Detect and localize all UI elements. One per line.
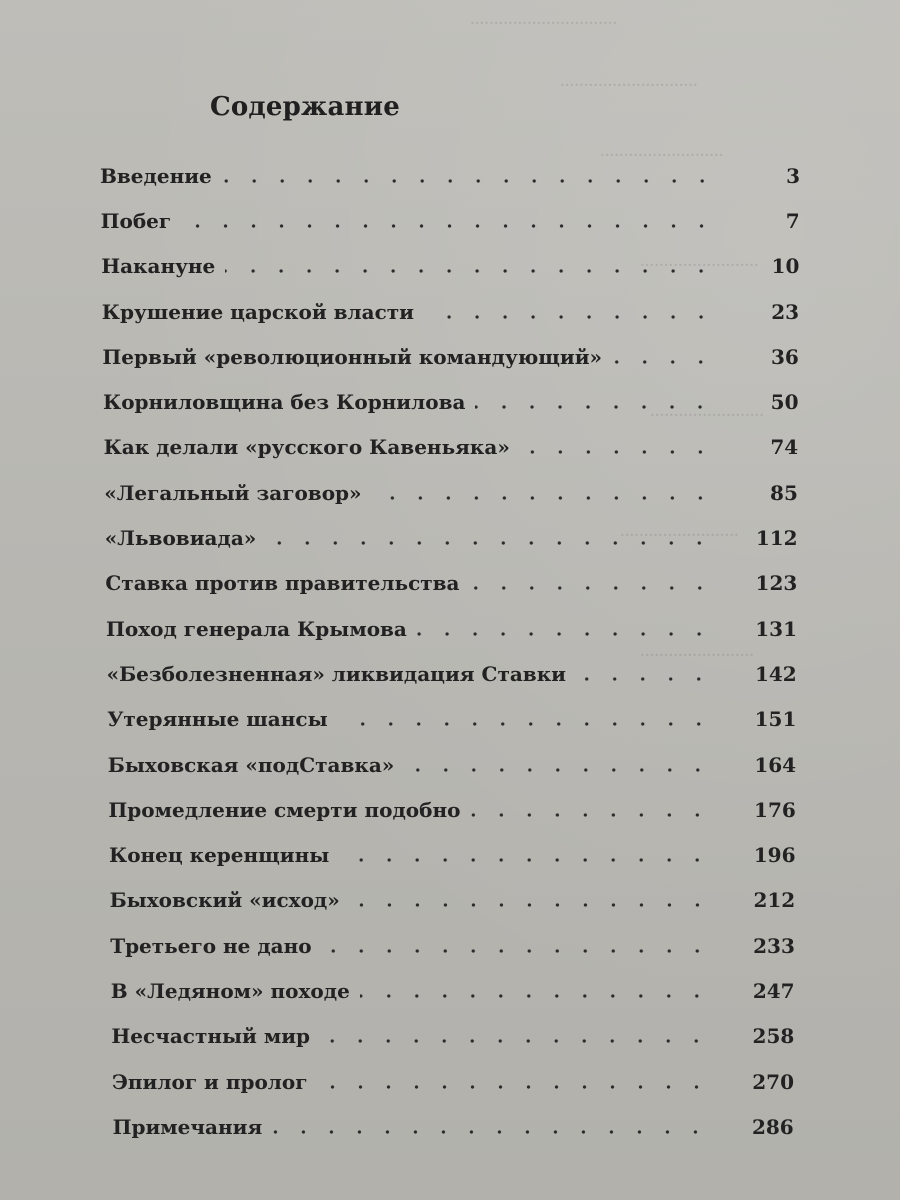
dot-leader xyxy=(417,630,713,638)
toc-entry-page: 23 xyxy=(771,299,800,324)
dot-leader xyxy=(225,267,715,275)
toc-entry-page: 286 xyxy=(751,1114,794,1139)
toc-entry-title: Крушение царской власти xyxy=(101,299,414,324)
toc-entry-page: 151 xyxy=(754,707,797,732)
toc-entry-page: 74 xyxy=(770,435,799,460)
toc-entry-title: Побег xyxy=(100,208,172,233)
toc-entry xyxy=(106,606,797,651)
toc-entry xyxy=(104,470,798,515)
toc-entry-page: 123 xyxy=(755,571,798,596)
toc-entry-title: Эпилог и пролог xyxy=(112,1069,308,1094)
toc-entry-page: 50 xyxy=(770,390,799,415)
toc-entry-page: 270 xyxy=(752,1069,794,1094)
toc-entry-title: Быховский «исход» xyxy=(109,888,340,913)
toc-entry-page: 131 xyxy=(755,616,797,641)
page-title: Содержание xyxy=(209,92,401,122)
reverse-side-bleed-through: ............................... ............................. .......................... ......................... ......................... ........................ xyxy=(470,8,759,661)
toc-entry-title: Конец керенщины xyxy=(109,843,330,868)
toc-entry xyxy=(108,787,795,832)
dot-leader xyxy=(318,1083,711,1091)
dot-leader xyxy=(475,403,714,411)
toc-entry-page: 85 xyxy=(770,480,798,505)
dot-leader xyxy=(350,901,711,909)
toc-entry-title: Примечания xyxy=(112,1114,263,1139)
toc-entry-page: 10 xyxy=(771,254,800,279)
toc-entry-page: 3 xyxy=(786,163,800,188)
dot-leader xyxy=(272,1128,709,1136)
toc-entry-title: В «Ледяном» походе xyxy=(110,978,350,1003)
toc-entry xyxy=(101,244,799,289)
toc-entry-page: 112 xyxy=(755,526,798,551)
toc-entry-title: «Безболезненная» ликвидация Ставки xyxy=(106,661,566,686)
toc-entry-title: Несчастный мир xyxy=(111,1024,311,1049)
toc-entry-page: 212 xyxy=(753,888,796,913)
toc-entry-page: 7 xyxy=(785,208,800,233)
dot-leader xyxy=(320,1037,710,1045)
dot-leader xyxy=(266,539,713,547)
dot-leader xyxy=(404,766,712,774)
dot-leader xyxy=(612,358,715,366)
toc-entry xyxy=(108,742,796,787)
toc-entry-title: Быховская «подСтавка» xyxy=(107,752,395,777)
dot-leader xyxy=(222,177,716,185)
toc-entry-page: 258 xyxy=(752,1024,795,1049)
toc-entry-title: Ставка против правительства xyxy=(105,571,460,596)
toc-entry-page: 176 xyxy=(754,797,796,822)
toc-entry xyxy=(102,289,799,334)
toc-entry xyxy=(107,651,797,696)
toc-entry-page: 164 xyxy=(754,752,797,777)
toc-entry-title: Третьего не дано xyxy=(110,933,312,958)
toc-entry xyxy=(105,515,798,560)
toc-entry xyxy=(105,561,797,606)
toc-entry xyxy=(110,923,795,968)
toc-entry-page: 233 xyxy=(753,933,795,958)
toc-entry xyxy=(111,1014,794,1059)
toc-entry-title: Введение xyxy=(100,163,212,188)
toc-entry-title: Корниловщина без Корнилова xyxy=(103,390,466,415)
toc-entry xyxy=(103,379,799,424)
toc-entry xyxy=(107,697,796,742)
toc-entry xyxy=(113,1104,794,1149)
toc-entry xyxy=(111,968,795,1013)
dot-leader xyxy=(576,675,713,683)
toc-entry-page: 196 xyxy=(753,843,796,868)
toc-entry-title: «Львовиада» xyxy=(104,526,257,551)
dot-leader xyxy=(520,448,714,456)
toc-entry xyxy=(102,334,798,379)
toc-entry-page: 36 xyxy=(770,344,799,369)
dot-leader xyxy=(424,313,715,321)
dot-leader xyxy=(470,811,711,819)
toc-entry-title: Первый «революционный командующий» xyxy=(102,344,603,369)
dot-leader xyxy=(181,222,716,230)
table-of-contents xyxy=(100,153,800,1150)
toc-entry xyxy=(109,832,796,877)
toc-entry xyxy=(104,425,799,470)
dot-leader xyxy=(338,720,713,728)
toc-entry-title: Утерянные шансы xyxy=(107,707,328,732)
toc-entry xyxy=(110,878,796,923)
dot-leader xyxy=(360,992,711,1000)
toc-entry-page: 142 xyxy=(754,661,797,686)
toc-entry-title: Поход генерала Крымова xyxy=(106,616,407,641)
toc-entry-title: «Легальный заговор» xyxy=(104,480,362,505)
dot-leader xyxy=(470,584,714,592)
dot-leader xyxy=(322,947,711,955)
toc-entry xyxy=(100,153,800,198)
dot-leader xyxy=(372,494,714,502)
toc-entry-title: Как делали «русского Кавеньяка» xyxy=(103,435,510,460)
dot-leader xyxy=(339,856,711,864)
toc-entry-title: Накануне xyxy=(101,254,216,279)
toc-entry xyxy=(101,198,800,243)
toc-entry-page: 247 xyxy=(752,978,795,1003)
toc-entry-title: Промедление смерти подобно xyxy=(108,797,461,822)
toc-entry xyxy=(112,1059,794,1104)
